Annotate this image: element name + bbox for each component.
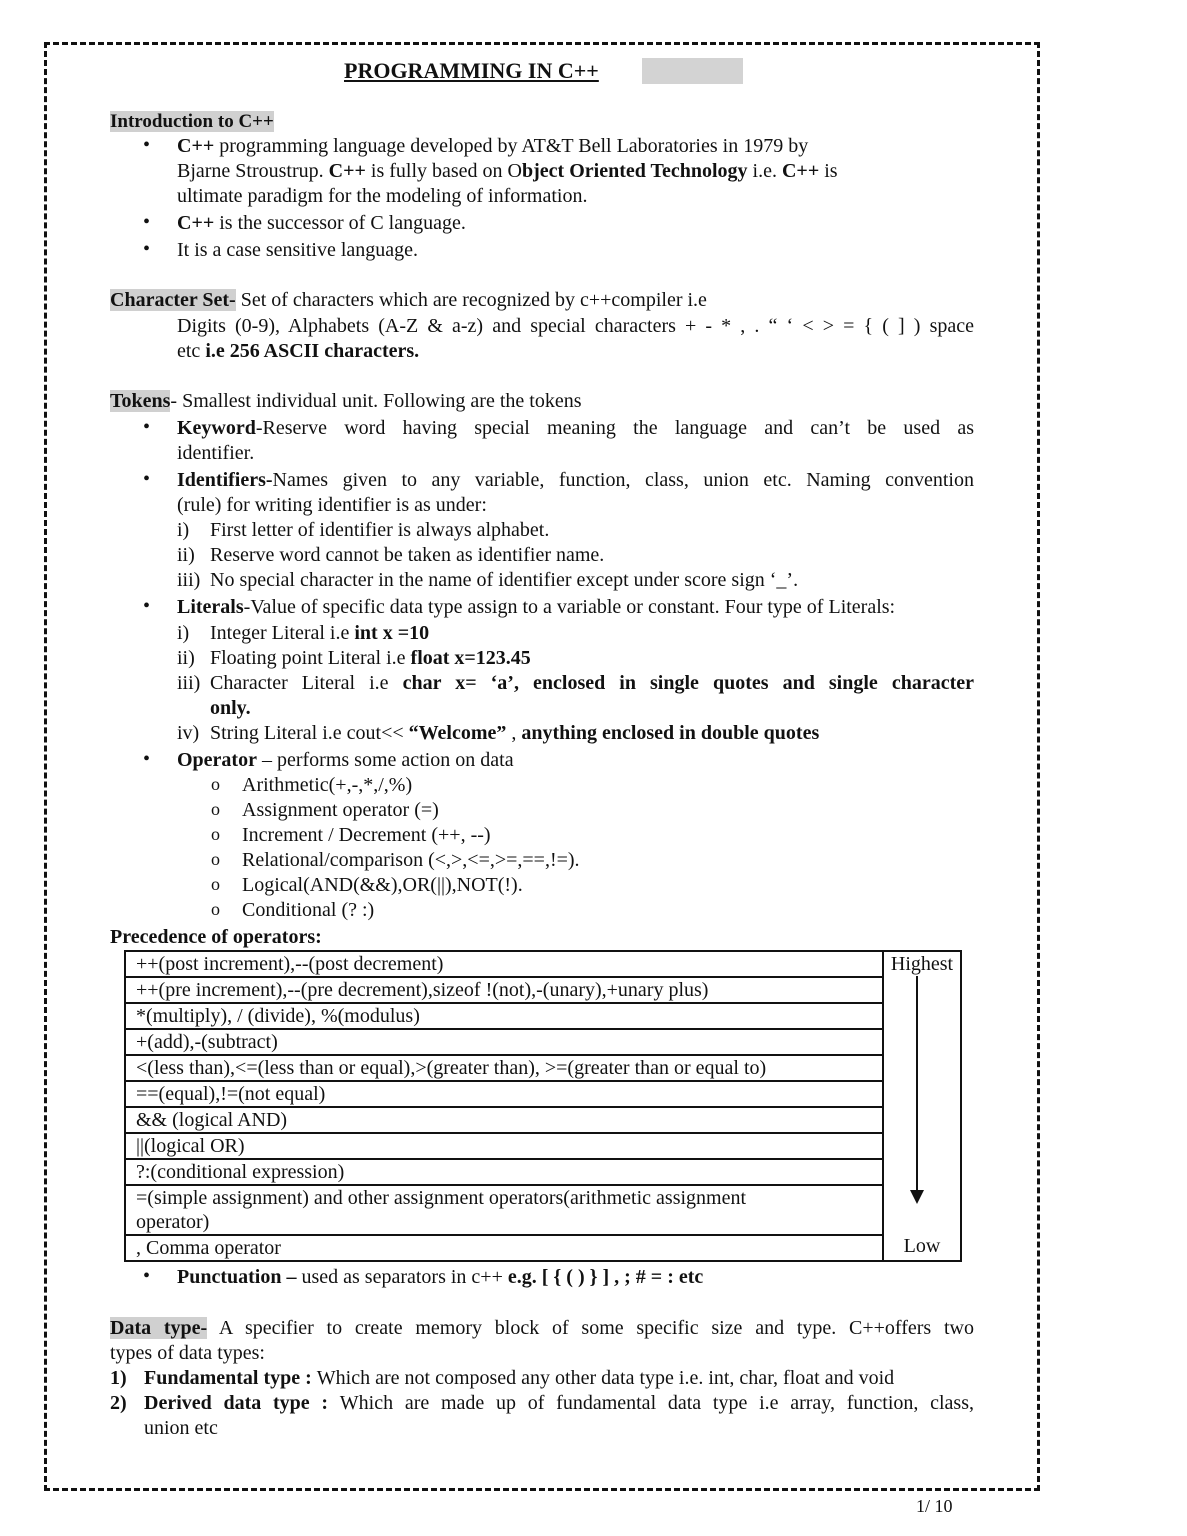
precedence-cell: && (logical AND) (125, 1107, 883, 1133)
charset-line-3: etc i.e 256 ASCII characters. (177, 340, 420, 362)
operator-item: Arithmetic(+,-,*,/,%) (242, 774, 413, 796)
operator-item: Relational/comparison (<,>,<=,>=,==,!=). (242, 849, 580, 871)
intro-bullet-3: It is a case sensitive language. (177, 239, 419, 261)
circle-bullet-icon: o (211, 874, 220, 894)
identifier-rule: First letter of identifier is always alphabet. (210, 519, 550, 541)
bullet-icon: • (143, 134, 151, 156)
precedence-cell: ++(post increment),--(post decrement) (125, 951, 883, 977)
derived-type: Derived data type : Which are made up of fundamental data type i.e array, function, class, (144, 1392, 975, 1414)
literal-float: Floating point Literal i.e float x=123.45 (210, 647, 531, 669)
table-row (125, 1159, 961, 1185)
circle-bullet-icon: o (211, 774, 220, 794)
identifiers-line-1: Identifiers-Names given to any variable, function, class, union etc. Naming convention (177, 469, 974, 491)
charset-line-2: Digits (0-9), Alphabets (A-Z & a-z) and special characters + - * , . “ ‘ < > = { ( ] ) space (177, 315, 974, 337)
precedence-table (124, 950, 962, 1262)
precedence-cell: *(multiply), / (divide), %(modulus) (125, 1003, 883, 1029)
intro-bullet-1-line-2: Bjarne Stroustrup. C++ is fully based on Object Oriented Technology i.e. C++ is (177, 160, 838, 182)
arrowhead-icon (910, 1190, 924, 1204)
table-row (125, 1003, 961, 1029)
identifier-rule-num: ii) (177, 544, 195, 566)
intro-bullet-2: C++ is the successor of C language. (177, 212, 466, 234)
literals-line: Literals-Value of specific data type assign to a variable or constant. Four type of Literals: (177, 596, 896, 618)
keyword-line-2: identifier. (177, 442, 255, 464)
bullet-icon: • (143, 748, 151, 770)
precedence-cell: ?:(conditional expression) (125, 1159, 883, 1185)
datatype-num: 2) (110, 1392, 127, 1414)
circle-bullet-icon: o (211, 849, 220, 869)
fundamental-type: Fundamental type : Which are not composed any other data type i.e. int, char, float and void (144, 1367, 895, 1389)
precedence-heading: Precedence of operators: (110, 926, 322, 948)
tokens-line: Tokens- Smallest individual unit. Following are the tokens (110, 390, 582, 412)
literal-character: Character Literal i.e char x= ‘a’, enclosed in single quotes and single character (210, 672, 975, 694)
precedence-cell: ==(equal),!=(not equal) (125, 1081, 883, 1107)
bullet-icon: • (143, 468, 151, 490)
circle-bullet-icon: o (211, 824, 220, 844)
table-row (125, 1235, 961, 1261)
operator-line: Operator – performs some action on data (177, 749, 514, 771)
highest-label: Highest (890, 953, 954, 975)
precedence-cell: , Comma operator (125, 1235, 883, 1261)
precedence-cell: +(add),-(subtract) (125, 1029, 883, 1055)
literal-num: i) (177, 622, 190, 644)
table-row (125, 1081, 961, 1107)
derived-type-cont: union etc (144, 1417, 218, 1439)
bullet-icon: • (143, 595, 151, 617)
table-row (125, 1185, 961, 1235)
identifier-rule-num: i) (177, 519, 190, 541)
datatype-line-2: types of data types: (110, 1342, 265, 1364)
operator-item: Conditional (? :) (242, 899, 375, 921)
precedence-cell: ++(pre increment),--(pre decrement),sizeof !(not),-(unary),+unary plus) (125, 977, 883, 1003)
intro-heading: Introduction to C++ (110, 111, 274, 132)
datatype-line-1: Data type- A specifier to create memory block of some specific size and type. C++offers two (110, 1317, 974, 1339)
intro-bullet-1-line-1: C++ programming language developed by AT&T Bell Laboratories in 1979 by (177, 135, 809, 157)
operator-item: Logical(AND(&&),OR(||),NOT(!). (242, 874, 523, 896)
bullet-icon: • (143, 238, 151, 260)
page-number: 1/ 10 (916, 1496, 953, 1516)
table-row (125, 1107, 961, 1133)
intro-bullet-1-line-3: ultimate paradigm for the modeling of information. (177, 185, 588, 207)
table-row (125, 1133, 961, 1159)
identifiers-line-2: (rule) for writing identifier is as under: (177, 494, 487, 516)
table-row (125, 1055, 961, 1081)
precedence-cell: <(less than),<=(less than or equal),>(greater than), >=(greater than or equal to) (125, 1055, 883, 1081)
literal-integer: Integer Literal i.e int x =10 (210, 622, 430, 644)
bullet-icon: • (143, 211, 151, 233)
page-title: PROGRAMMING IN C++ (342, 58, 743, 84)
table-row (125, 977, 961, 1003)
operator-item: Increment / Decrement (++, --) (242, 824, 491, 846)
bullet-icon: • (143, 416, 151, 438)
literal-character-cont: only. (210, 697, 251, 719)
circle-bullet-icon: o (211, 899, 220, 919)
identifier-rule: Reserve word cannot be taken as identifier name. (210, 544, 605, 566)
literal-num: iii) (177, 672, 201, 694)
identifier-rule-num: iii) (177, 569, 201, 591)
datatype-num: 1) (110, 1367, 127, 1389)
precedence-cell: =(simple assignment) and other assignment operators(arithmetic assignment operator) (125, 1185, 883, 1235)
literal-num: iv) (177, 722, 200, 744)
operator-item: Assignment operator (=) (242, 799, 439, 821)
down-arrow-icon (916, 976, 918, 1190)
precedence-order-column (883, 951, 961, 1261)
table-row (125, 951, 961, 977)
precedence-cell: ||(logical OR) (125, 1133, 883, 1159)
identifier-rule: No special character in the name of identifier except under score sign ‘_’. (210, 569, 799, 591)
punctuation-line: Punctuation – used as separators in c++ e.g. [ { ( ) } ] , ; # = : etc (177, 1266, 704, 1288)
circle-bullet-icon: o (211, 799, 220, 819)
charset-line-1: Character Set- Set of characters which are recognized by c++compiler i.e (110, 289, 707, 311)
keyword-line-1: Keyword-Reserve word having special meaning the language and can’t be used as (177, 417, 974, 439)
table-row (125, 1029, 961, 1055)
low-label: Low (903, 1235, 941, 1257)
literal-num: ii) (177, 647, 195, 669)
literal-string: String Literal i.e cout<< “Welcome” , anything enclosed in double quotes (210, 722, 820, 744)
bullet-icon: • (143, 1265, 151, 1287)
